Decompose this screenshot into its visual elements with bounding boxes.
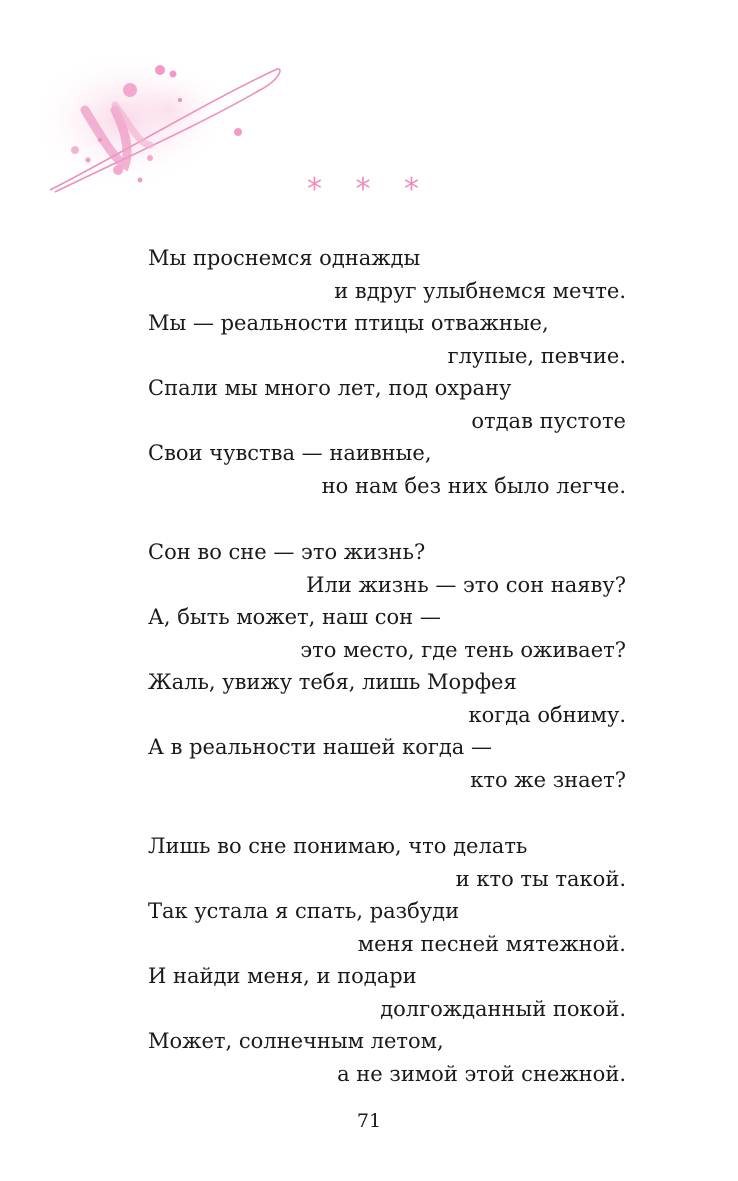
poem-line: И найди меня, и подари <box>148 964 417 988</box>
poem-line: Сон во сне — это жизнь? <box>148 540 426 564</box>
poem-line: А, быть может, наш сон — <box>148 605 441 629</box>
poem-line: глупые, певчие. <box>447 343 626 368</box>
stanza-3 <box>148 830 626 1090</box>
poem-line: Или жизнь — это сон наяву? <box>306 572 626 597</box>
poem-line: Мы проснемся однажды <box>148 246 421 270</box>
stanza-1 <box>148 242 626 502</box>
poem <box>148 242 626 1124</box>
pink-watercolor-decoration <box>30 40 290 240</box>
page-number: 71 <box>356 1110 382 1132</box>
poem-line: это место, где тень оживает? <box>300 637 626 662</box>
stanza-2 <box>148 536 626 796</box>
poem-line: отдав пустоте <box>471 408 626 433</box>
poem-line: и вдруг улыбнемся мечте. <box>334 278 626 303</box>
poem-line: долгожданный покой. <box>380 996 626 1021</box>
section-divider: * * * <box>306 172 432 207</box>
poem-line: кто же знает? <box>470 767 626 792</box>
poem-line: Так устала я спать, разбуди <box>148 899 460 923</box>
poem-line: и кто ты такой. <box>455 866 626 891</box>
poem-line: Мы — реальности птицы отважные, <box>148 311 549 335</box>
poem-line: А в реальности нашей когда — <box>148 735 492 759</box>
poem-line: Жаль, увижу тебя, лишь Морфея <box>148 670 517 694</box>
poem-line: Может, солнечным летом, <box>148 1029 444 1053</box>
poem-line: Лишь во сне понимаю, что делать <box>148 834 528 858</box>
poem-line: когда обниму. <box>468 702 626 727</box>
poem-line: Спали мы много лет, под охрану <box>148 376 512 400</box>
poem-line: а не зимой этой снежной. <box>337 1061 626 1086</box>
poem-line: Свои чувства — наивные, <box>148 441 432 465</box>
poem-line: меня песней мятежной. <box>357 931 626 956</box>
poem-line: но нам без них было легче. <box>321 473 626 498</box>
